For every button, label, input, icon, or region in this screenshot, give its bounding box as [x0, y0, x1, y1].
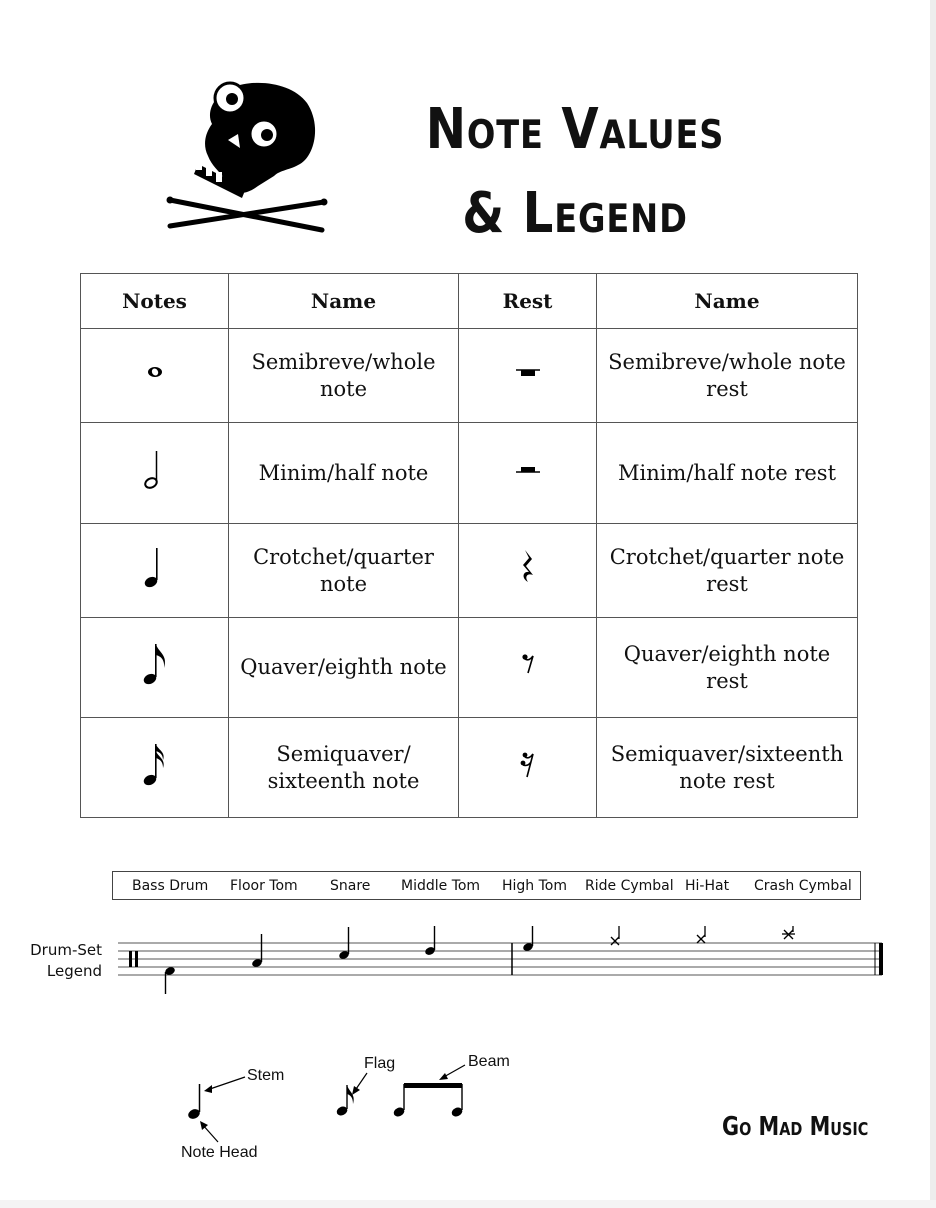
note-head-label: Note Head: [181, 1144, 258, 1161]
skull-drumsticks-icon: [162, 78, 332, 238]
rest-name-cell: Semiquaver/sixteenth note rest: [597, 718, 858, 818]
quarter-note-cell: [81, 524, 229, 618]
note-name-cell: Semibreve/whole note: [229, 329, 459, 423]
half-rest-cell: [459, 423, 597, 524]
quarter-rest-icon: [508, 542, 548, 592]
instrument-label-snare: Snare: [330, 877, 371, 894]
drum-set-legend-label: Drum-Set Legend: [30, 941, 102, 980]
instrument-label-floor-tom: Floor Tom: [230, 877, 298, 894]
note-name-cell: Minim/half note: [229, 423, 459, 524]
beam-arrow-icon: [439, 1065, 465, 1080]
percussion-clef-icon: [129, 951, 132, 967]
stem-arrow-icon: [204, 1077, 245, 1093]
rest-name-cell: Minim/half note rest: [597, 423, 858, 524]
ride-cymbal-note-icon: [611, 926, 619, 945]
snare-note-icon: [338, 927, 350, 960]
bass-drum-note-icon: [164, 966, 176, 994]
instrument-label-hi-hat: Hi-Hat: [685, 877, 730, 894]
eighth-note-icon: [335, 1085, 353, 1117]
half-note-icon: [135, 445, 175, 495]
page-title: [416, 88, 734, 256]
rest-name-cell: Quaver/eighth note rest: [597, 618, 858, 718]
flag-label: Flag: [364, 1055, 396, 1072]
rest-name-cell: Crotchet/quarter note rest: [597, 524, 858, 618]
sixteenth-note-icon: [135, 739, 175, 789]
note-values-table: [80, 273, 858, 818]
header-note-name: Name: [229, 274, 459, 329]
instrument-label-high-tom: High Tom: [502, 877, 568, 894]
instrument-label-middle-tom: Middle Tom: [401, 877, 481, 894]
note-name-cell: Crotchet/quarter note: [229, 524, 459, 618]
instrument-label-crash-cymbal: Crash Cymbal: [754, 877, 852, 894]
brand-name: Go Mad Music: [722, 1112, 869, 1142]
table-row: [81, 329, 858, 423]
eighth-note-icon: [135, 639, 175, 689]
table-header-row: [81, 274, 858, 329]
sixteenth-rest-cell: [459, 718, 597, 818]
half-note-cell: [81, 423, 229, 524]
drum-staff: [118, 926, 890, 1006]
header-rest: Rest: [459, 274, 597, 329]
header-rest-name: Name: [597, 274, 858, 329]
quarter-rest-cell: [459, 524, 597, 618]
hi-hat-note-icon: [697, 926, 705, 943]
crash-cymbal-note-icon: [782, 926, 795, 939]
drum-instrument-strip: [112, 871, 861, 900]
eighth-note-cell: [81, 618, 229, 718]
whole-note-icon: [135, 352, 175, 392]
table-row: [81, 524, 858, 618]
note-anatomy-diagram: [170, 1048, 550, 1178]
eighth-rest-cell: [459, 618, 597, 718]
header-notes: Notes: [81, 274, 229, 329]
rest-name-cell: Semibreve/whole note rest: [597, 329, 858, 423]
quarter-note-icon: [135, 542, 175, 592]
eighth-rest-icon: [508, 639, 548, 689]
table-row: [81, 618, 858, 718]
stem-label: Stem: [247, 1067, 285, 1084]
quarter-note-icon: [187, 1084, 202, 1121]
page-bottom-edge: [0, 1200, 936, 1208]
whole-rest-icon: [508, 352, 548, 392]
beam-label: Beam: [468, 1053, 510, 1070]
instrument-label-bass-drum: Bass Drum: [132, 877, 209, 894]
note-head-arrow-icon: [200, 1121, 218, 1142]
note-name-cell: Semiquaver/ sixteenth note: [229, 718, 459, 818]
half-rest-icon: [508, 450, 548, 490]
title-line-2: & Legend: [462, 181, 688, 246]
table-row: [81, 423, 858, 524]
middle-tom-note-icon: [424, 926, 436, 956]
whole-rest-cell: [459, 329, 597, 423]
sixteenth-rest-icon: [508, 739, 548, 789]
whole-note-cell: [81, 329, 229, 423]
high-tom-note-icon: [522, 926, 534, 952]
instrument-label-ride-cymbal: Ride Cymbal: [585, 877, 674, 894]
page-right-edge: [930, 0, 936, 1208]
note-name-cell: Quaver/eighth note: [229, 618, 459, 718]
table-row: [81, 718, 858, 818]
flag-arrow-icon: [352, 1073, 367, 1095]
beamed-notes-icon: [392, 1083, 464, 1118]
title-line-1: Note Values: [425, 97, 725, 162]
sixteenth-note-cell: [81, 718, 229, 818]
